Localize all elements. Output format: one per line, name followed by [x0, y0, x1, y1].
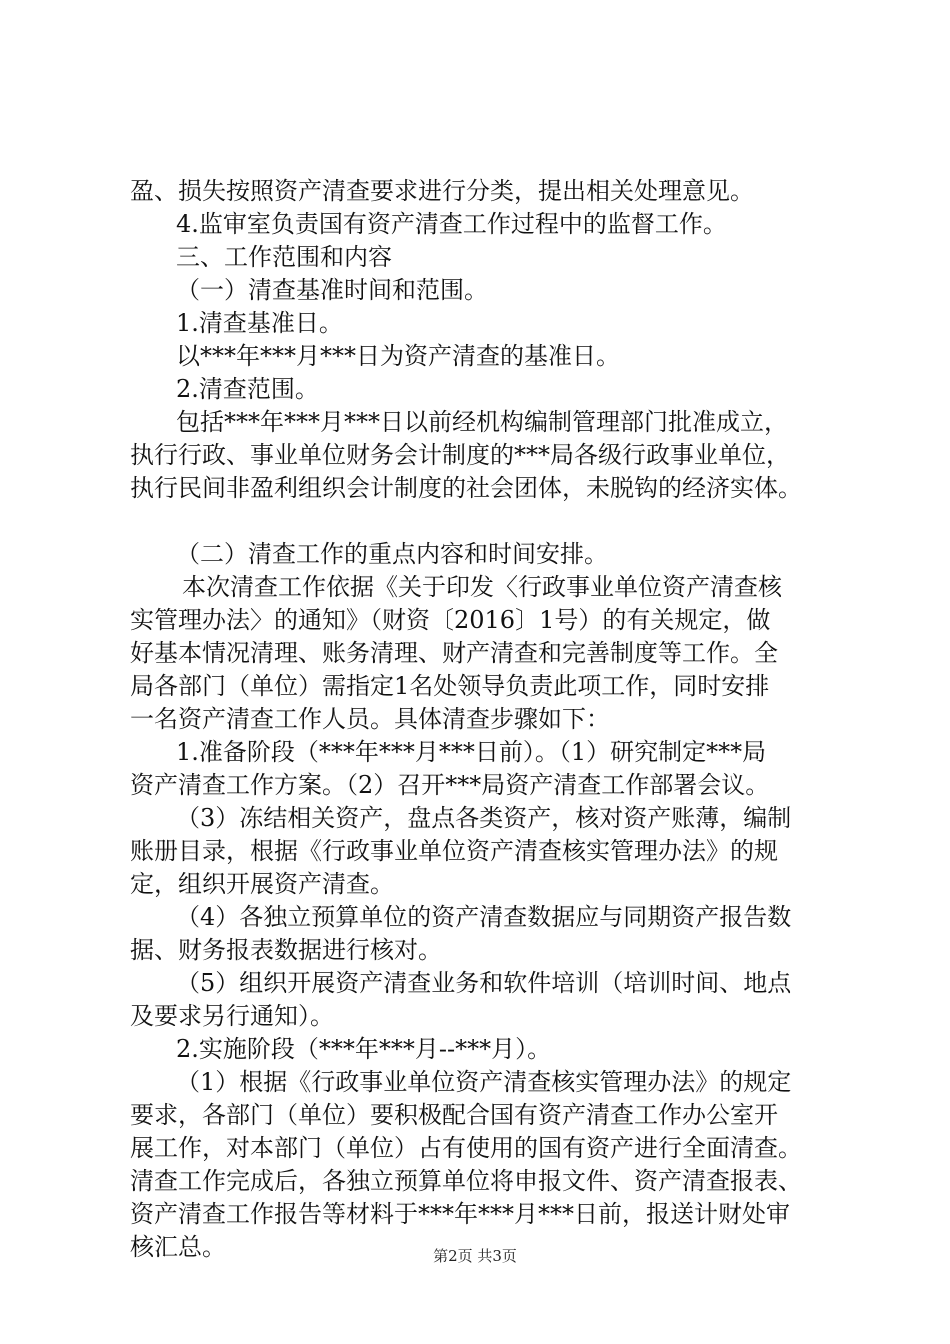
text-line: 2.实施阶段（***年***月--***月）。 [176, 1035, 552, 1063]
text-line: 本次清查工作依据《关于印发〈行政事业单位资产清查核 [182, 573, 782, 601]
page-number-footer: 第2页 共3页 [433, 1247, 517, 1265]
subsection-heading: （一）清查基准时间和范围。 [176, 276, 488, 304]
text-line: 1.准备阶段（***年***月***日前）。（1）研究制定***局 [176, 738, 767, 766]
text-line: 要求，各部门（单位）要积极配合国有资产清查工作办公室开 [130, 1101, 778, 1129]
text-line: 2.清查范围。 [176, 375, 319, 403]
text-line: 账册目录，根据《行政事业单位资产清查核实管理办法》的规 [130, 837, 778, 865]
text-line: 4.监审室负责国有资产清查工作过程中的监督工作。 [176, 210, 727, 238]
text-line: 执行行政、事业单位财务会计制度的***局各级行政事业单位， [130, 441, 790, 469]
paragraph-gap [130, 505, 850, 538]
text-line: 清查工作完成后，各独立预算单位将申报文件、资产清查报表、 [130, 1167, 802, 1195]
text-line: 资产清查工作方案。（2）召开***局资产清查工作部署会议。 [130, 771, 770, 799]
text-line: （3）冻结相关资产，盘点各类资产，核对资产账薄，编制 [176, 804, 792, 832]
text-line: 执行民间非盈利组织会计制度的社会团体，未脱钩的经济实体。 [130, 474, 802, 502]
subsection-heading: （二）清查工作的重点内容和时间安排。 [176, 540, 608, 568]
text-line: （1）根据《行政事业单位资产清查核实管理办法》的规定 [176, 1068, 792, 1096]
document-body [130, 175, 850, 1264]
section-heading: 三、工作范围和内容 [176, 243, 392, 271]
text-line: 一名资产清查工作人员。具体清查步骤如下： [130, 705, 610, 733]
text-line: 定，组织开展资产清查。 [130, 870, 394, 898]
text-line: 实管理办法〉的通知》（财资〔2016〕1号）的有关规定，做 [130, 606, 771, 634]
text-line: 好基本情况清理、账务清理、财产清查和完善制度等工作。全 [130, 639, 778, 667]
text-line: 以***年***月***日为资产清查的基准日。 [176, 342, 620, 370]
text-line: 盈、损失按照资产清查要求进行分类，提出相关处理意见。 [130, 177, 754, 205]
text-line: 包括***年***月***日以前经机构编制管理部门批准成立， [176, 408, 788, 436]
text-line: 1.清查基准日。 [176, 309, 343, 337]
text-line: 展工作，对本部门（单位）占有使用的国有资产进行全面清查。 [130, 1134, 802, 1162]
text-line: （4）各独立预算单位的资产清查数据应与同期资产报告数 [176, 903, 792, 931]
text-line: 局各部门（单位）需指定1名处领导负责此项工作，同时安排 [130, 672, 770, 700]
text-line: 及要求另行通知）。 [130, 1002, 334, 1030]
text-line: 资产清查工作报告等材料于***年***月***日前，报送计财处审 [130, 1200, 790, 1228]
text-line: （5）组织开展资产清查业务和软件培训（培训时间、地点 [176, 969, 792, 997]
text-line: 据、财务报表数据进行核对。 [130, 936, 442, 964]
text-line: 核汇总。 [130, 1233, 226, 1261]
